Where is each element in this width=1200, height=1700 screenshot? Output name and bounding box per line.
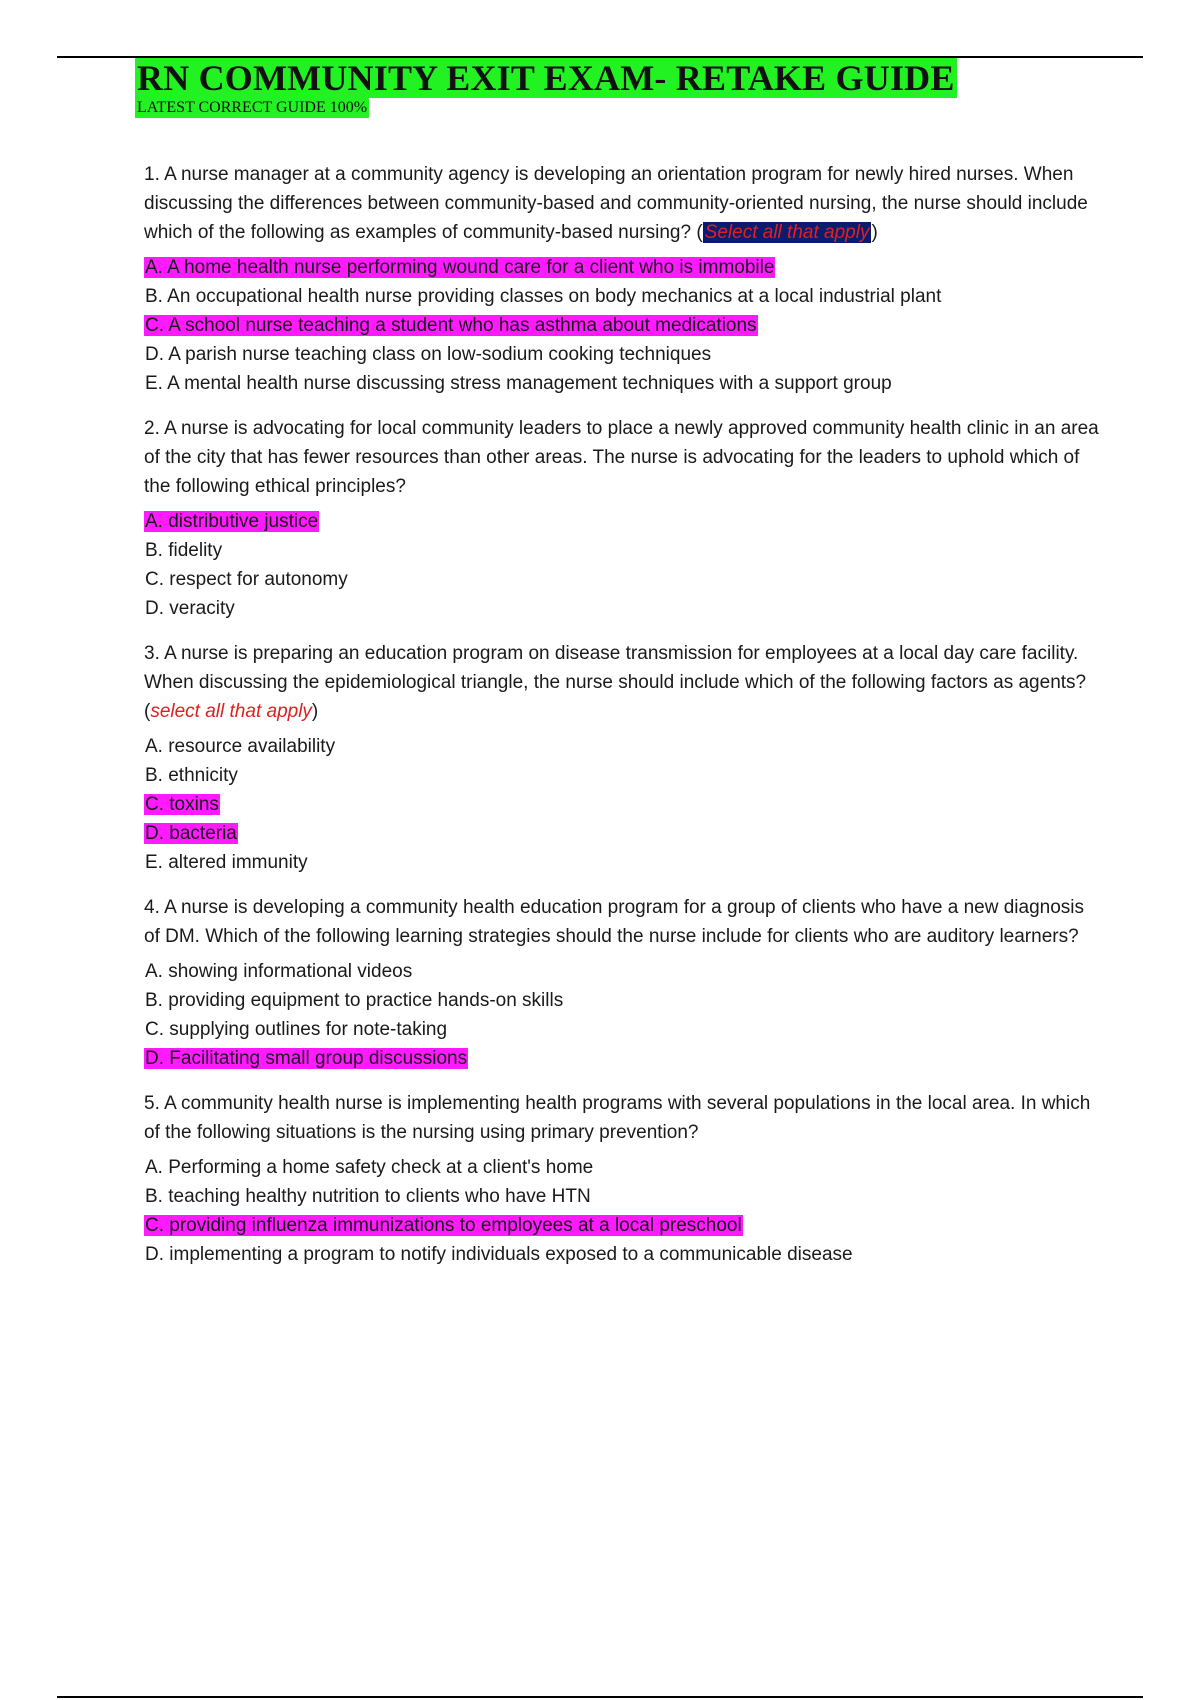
question-stem: 4. A nurse is developing a community health education program for a group of clients who have a new diagnosis of DM. Which of the following learning strategies should the nurse include for clients who are auditory learners? [144, 897, 1085, 947]
question-5 [144, 1089, 1104, 1269]
answer-option: C. A school nurse teaching a student who has asthma about medications [145, 315, 757, 336]
answer-option: A. showing informational videos [145, 961, 413, 982]
question-stem: 5. A community health nurse is implementing health programs with several populations in the local area. In which of the following situations is the nursing using primary prevention? [144, 1093, 1091, 1143]
question-stem: 1. A nurse manager at a community agency is developing an orientation program for newly hired nurses. When discussing the differences between community-based and community-oriented nursing, the nurse should include which of the following as examples of community-based nursing? ( Select all that apply ) [144, 164, 1088, 243]
answer-option: D. Facilitating small group discussions [145, 1048, 468, 1069]
question-2 [144, 414, 1104, 623]
answer-option: B. providing equipment to practice hands-on skills [145, 990, 564, 1011]
document-title: RN COMMUNITY EXIT EXAM- RETAKE GUIDE [137, 58, 955, 98]
question-3 [144, 639, 1104, 877]
answer-option: D. A parish nurse teaching class on low-sodium cooking techniques [145, 344, 712, 365]
answer-option: B. fidelity [145, 540, 223, 561]
answer-option: C. supplying outlines for note-taking [145, 1019, 448, 1040]
question-list [144, 160, 1104, 1285]
answer-option: E. A mental health nurse discussing stress management techniques with a support group [145, 373, 892, 394]
answer-option: B. teaching healthy nutrition to clients who have HTN [145, 1186, 591, 1207]
question-4 [144, 893, 1104, 1073]
question-1 [144, 160, 1104, 398]
answer-option: D. implementing a program to notify individuals exposed to a communicable disease [145, 1244, 853, 1265]
answer-option: D. veracity [145, 598, 235, 619]
answer-option: A. Performing a home safety check at a client's home [145, 1157, 594, 1178]
bottom-rule [57, 1696, 1143, 1698]
document-header [135, 58, 957, 118]
answer-option: C. respect for autonomy [145, 569, 348, 590]
question-stem: 2. A nurse is advocating for local community leaders to place a newly approved community health clinic in an area of the city that has fewer resources than other areas. The nurse is advocating for the leaders to uphold which of the following ethical principles? [144, 418, 1099, 497]
answer-option: C. toxins [145, 794, 219, 815]
answer-option: B. ethnicity [145, 765, 238, 786]
answer-option: C. providing influenza immunizations to employees at a local preschool [145, 1215, 742, 1236]
answer-option: A. distributive justice [145, 511, 319, 532]
answer-option: E. altered immunity [145, 852, 308, 873]
answer-option: D. bacteria [145, 823, 237, 844]
answer-option: A. A home health nurse performing wound care for a client who is immobile [145, 257, 775, 278]
answer-option: B. An occupational health nurse providing classes on body mechanics at a local industrial plant [145, 286, 942, 307]
document-subtitle: LATEST CORRECT GUIDE 100% [137, 99, 368, 116]
question-stem: 3. A nurse is preparing an education program on disease transmission for employees at a local day care facility. When discussing the epidemiological triangle, the nurse should include which of the following factors as agents? (select all that apply) [144, 643, 1087, 722]
select-all-note: Select all that apply [704, 222, 870, 243]
answer-option: A. resource availability [145, 736, 336, 757]
select-all-note: select all that apply [150, 701, 312, 722]
